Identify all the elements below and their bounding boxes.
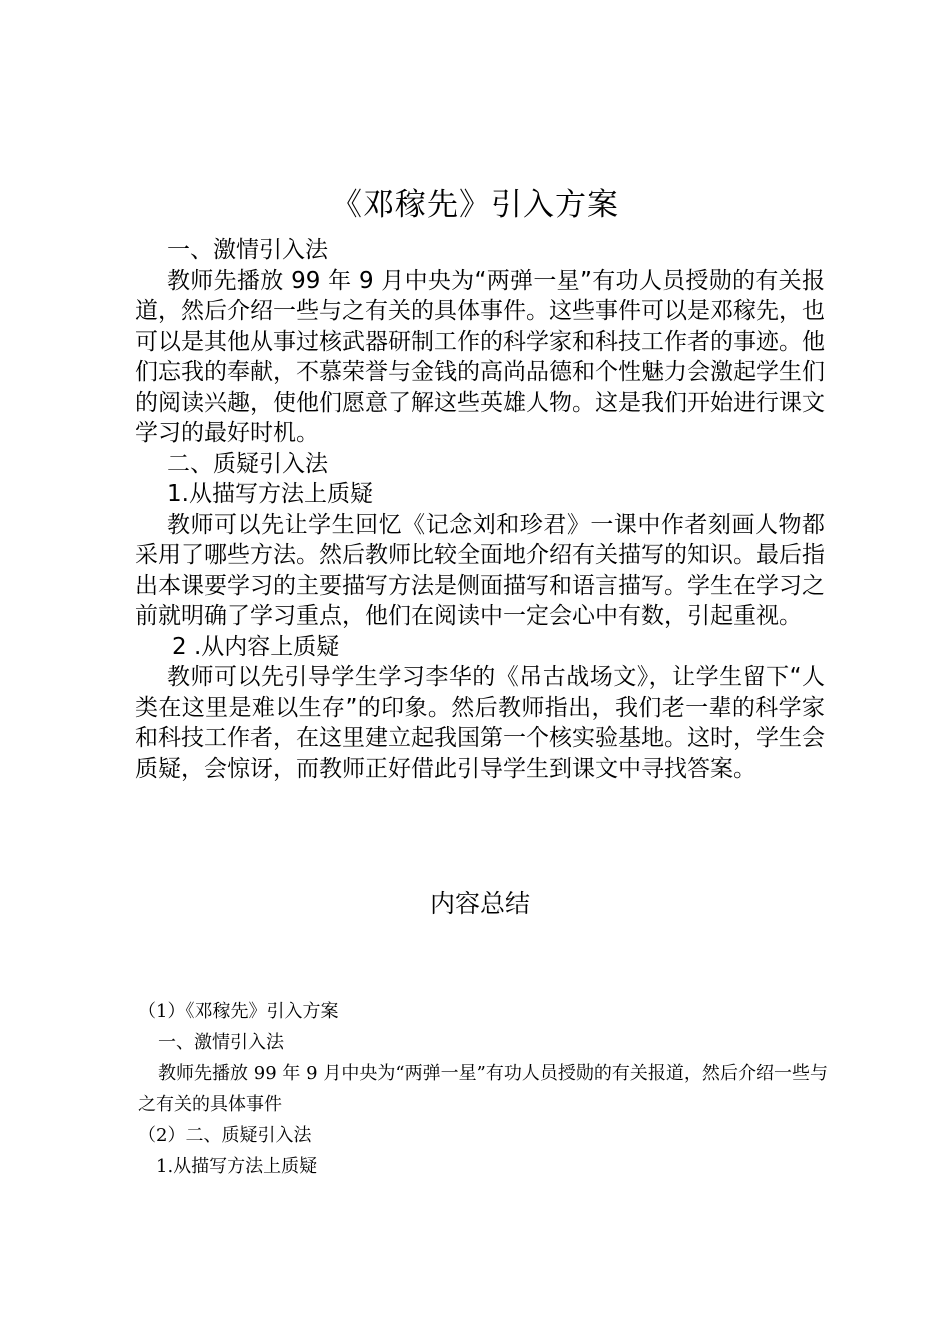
summary-line: （1）《邓稼先》引入方案 [138, 1001, 339, 1022]
document-title: 《邓稼先》引入方案 [331, 187, 619, 223]
paragraph-content-question: 教师可以先引导学生学习李华的《吊古战场文》，让学生留下“人类在这里是难以生存”的印象。然后教师指出，我们老一辈的科学家和科技工作者，在这里建立起我国第一个核实验基地。这时，学生会质疑，会惊讶，而教师正好借此引导学生到课文中寻找答案。 [135, 664, 825, 782]
paragraph-passion-method: 教师先播放 99 年 9 月中央为“两弹一星”有功人员授勋的有关报道，然后介绍一些与之有关的具体事件。这些事件可以是邓稼先，也可以是其他从事过核武器研制工作的科学家和科技工作者的事迹。他们忘我的奉献，不慕荣誉与金钱的高尚品德和个性魅力会激起学生们的阅读兴趣，使他们愿意了解这些英雄人物。这是我们开始进行课文学习的最好时机。 [135, 267, 825, 446]
paragraph-description-method: 教师可以先让学生回忆《记念刘和珍君》一课中作者刻画人物都采用了哪些方法。然后教师比较全面地介绍有关描写的知识。最后指出本课要学习的主要描写方法是侧面描写和语言描写。学生在学习之前就明确了学习重点，他们在阅读中一定会心中有数，引起重视。 [135, 511, 825, 629]
section-heading-passion: 一、激情引入法 [167, 237, 328, 263]
section-heading-question: 二、质疑引入法 [167, 450, 328, 477]
subheading-description-method: 1.从描写方法上质疑 [167, 481, 373, 507]
document-body [135, 235, 825, 784]
subheading-content-question: 2 .从内容上质疑 [172, 633, 340, 660]
summary-line: （2）二、质疑引入法 [138, 1125, 312, 1146]
summary-title: 内容总结 [429, 889, 530, 918]
summary-line: 1.从描写方法上质疑 [156, 1156, 318, 1177]
summary-line: 一、激情引入法 [158, 1032, 284, 1053]
summary-body [138, 996, 828, 1182]
summary-line: 教师先播放 99 年 9 月中央为“两弹一星”有功人员授勋的有关报道，然后介绍一些与之有关的具体事件 [138, 1063, 828, 1115]
